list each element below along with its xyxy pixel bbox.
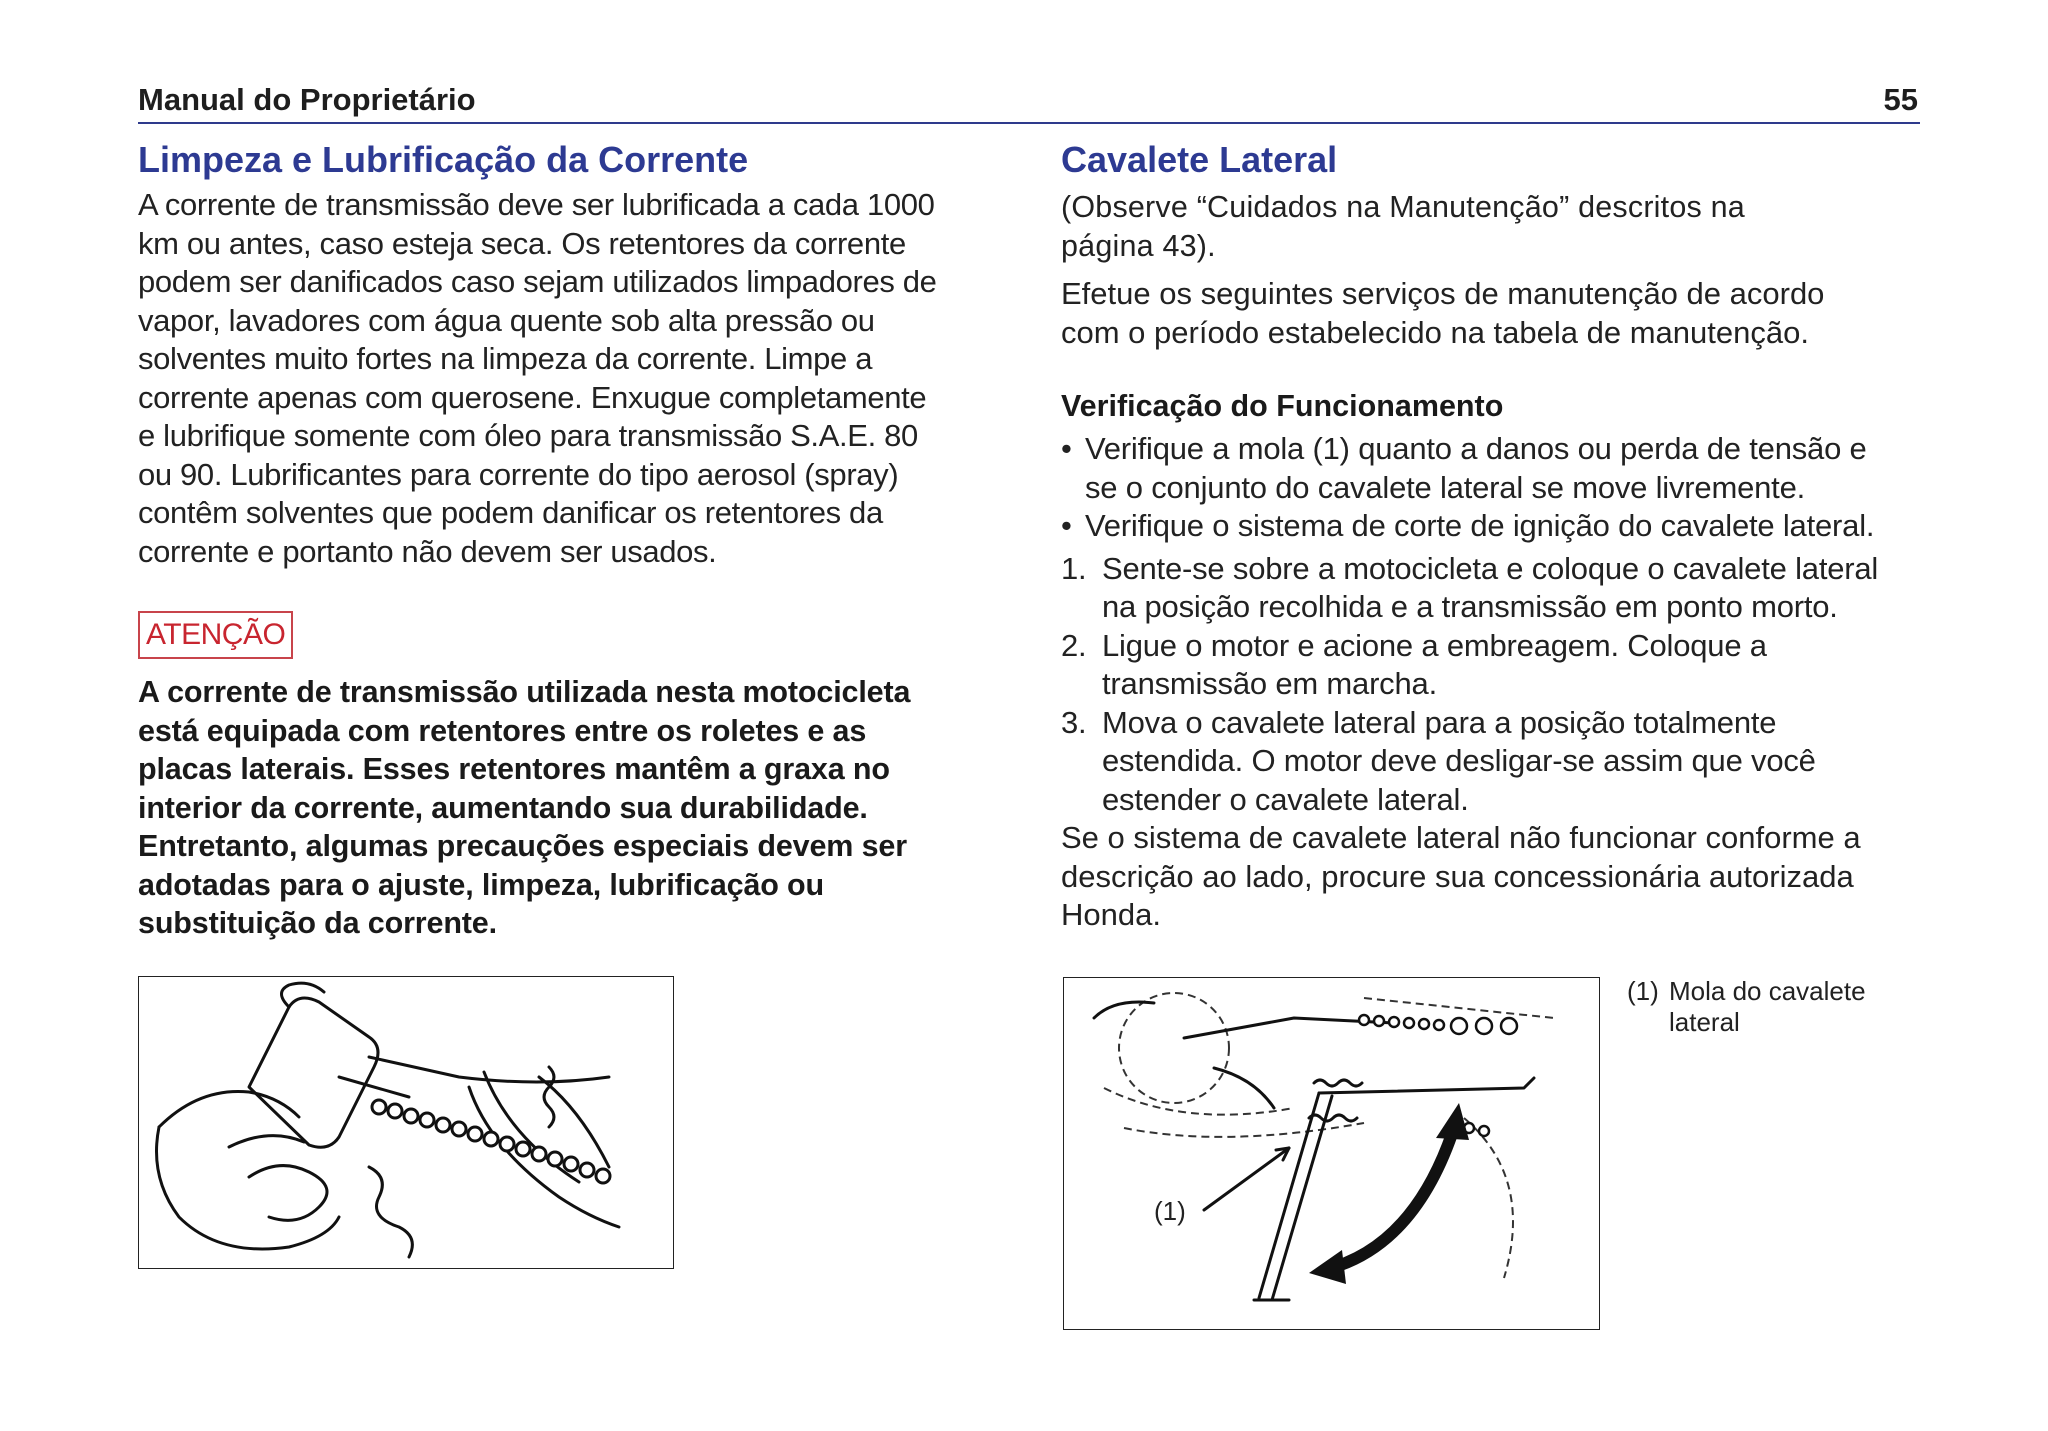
step-number: 2. (1061, 627, 1087, 663)
closing-line: descrição ao lado, procure sua concessionária autorizada (1061, 858, 1854, 894)
warning-line: A corrente de transmissão utilizada nesta motocicleta (138, 675, 911, 709)
list-item (1061, 627, 1931, 704)
side-stand-illustration (1063, 977, 1600, 1330)
body-line: e lubrifique somente com óleo para transmissão S.A.E. 80 (138, 418, 918, 453)
note-line: (Observe “Cuidados na Manutenção” descritos na (1061, 190, 1745, 224)
step-line: Ligue o motor e acione a embreagem. Coloque a (1102, 627, 1767, 663)
intro-text (1061, 275, 1931, 352)
bullet-line: se o conjunto do cavalete lateral se move livremente. (1085, 469, 1806, 505)
warning-line: adotadas para o ajuste, limpeza, lubrificação ou (138, 867, 825, 902)
body-line: A corrente de transmissão deve ser lubrificada a cada 1000 (138, 187, 935, 222)
side-stand-section (1061, 134, 1931, 935)
bullet-line: Verifique o sistema de corte de ignição do cavalete lateral. (1085, 508, 1875, 543)
page-header (138, 78, 1920, 124)
warning-line: está equipada com retentores entre os roletes e as (138, 713, 867, 748)
bullet-marker: • (1061, 431, 1072, 466)
step-line: estendida. O motor deve desligar-se assim que você (1102, 743, 1816, 778)
body-line: podem ser danificados caso sejam utilizados limpadores de (138, 264, 937, 299)
body-line: ou 90. Lubrificantes para corrente do tipo aerosol (spray) (138, 456, 899, 492)
step-number: 1. (1061, 550, 1087, 586)
chain-heading: Limpeza e Lubrificação da Corrente (138, 139, 749, 180)
body-line: corrente e portanto não devem ser usados. (138, 533, 717, 569)
page-number: 55 (1883, 82, 1918, 117)
check-steps (1061, 550, 1931, 820)
attention-label: ATENÇÃO (138, 611, 293, 659)
list-item (1061, 704, 1931, 820)
warning-line: interior da corrente, aumentando sua durabilidade. (138, 790, 868, 825)
chain-lubrication-illustration (138, 976, 674, 1269)
warning-line: placas laterais. Esses retentores mantêm a graxa no (138, 752, 890, 786)
warning-line: substituição da corrente. (138, 906, 497, 940)
caption-line: lateral (1669, 1007, 1740, 1037)
step-line: transmissão em marcha. (1102, 666, 1437, 701)
warning-text (138, 673, 1018, 943)
closing-line: Se o sistema de cavalete lateral não funcionar conforme a (1061, 820, 1861, 855)
warning-line: Entretanto, algumas precauções especiais devem ser (138, 829, 907, 863)
step-line: na posição recolhida e a transmissão em ponto morto. (1102, 589, 1838, 624)
check-bullets (1061, 430, 1931, 546)
bullet-marker: • (1061, 508, 1072, 543)
body-line: vapor, lavadores com água quente sob alta pressão ou (138, 302, 875, 338)
closing-text (1061, 819, 1931, 935)
chain-body (138, 186, 1018, 571)
caption-line (1627, 976, 1927, 1007)
list-item (1061, 507, 1931, 546)
maintenance-note (1061, 188, 1931, 265)
caption-number: (1) (1627, 976, 1659, 1006)
chain-lubrication-drawing (139, 977, 672, 1267)
side-stand-heading: Cavalete Lateral (1061, 139, 1338, 180)
spring-callout: (1) (1154, 1196, 1186, 1226)
step-number: 3. (1061, 704, 1087, 740)
operation-check-heading: Verificação do Funcionamento (1061, 389, 1504, 423)
step-line: Mova o cavalete lateral para a posição totalmente (1102, 704, 1777, 740)
list-item (1061, 550, 1931, 627)
step-line: Sente-se sobre a motocicleta e coloque o cavalete lateral (1102, 550, 1879, 586)
caption-text: Mola do cavalete (1669, 976, 1866, 1006)
intro-line: Efetue os seguintes serviços de manutenção de acordo (1061, 276, 1825, 311)
body-line: km ou antes, caso esteja seca. Os retentores da corrente (138, 225, 906, 261)
list-item (1061, 430, 1931, 507)
side-stand-drawing (1064, 978, 1598, 1328)
body-line: corrente apenas com querosene. Enxugue completamente (138, 379, 927, 415)
closing-line: Honda. (1061, 897, 1161, 932)
manual-title: Manual do Proprietário (138, 82, 476, 117)
step-line: estender o cavalete lateral. (1102, 781, 1469, 817)
note-line: página 43). (1061, 228, 1216, 263)
bullet-line: Verifique a mola (1) quanto a danos ou perda de tensão e (1085, 431, 1867, 466)
body-line: solventes muito fortes na limpeza da corrente. Limpe a (138, 341, 873, 376)
intro-line: com o período estabelecido na tabela de manutenção. (1061, 314, 1809, 350)
figure-caption (1627, 976, 1927, 1038)
chain-section (138, 134, 1018, 943)
body-line: contêm solventes que podem danificar os retentores da (138, 495, 883, 530)
